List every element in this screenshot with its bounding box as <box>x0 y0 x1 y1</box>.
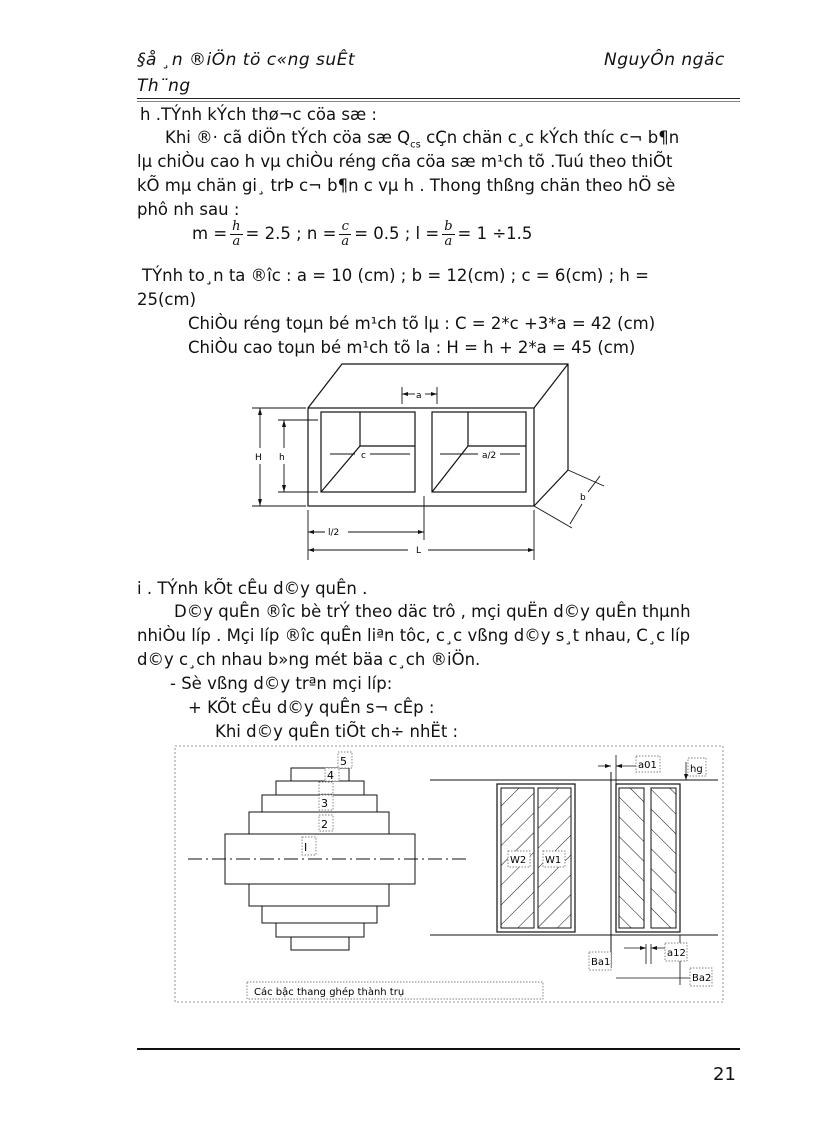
step-label-4: 4 <box>327 769 334 782</box>
section-h-paragraph-line1: Khi ®· cã diÖn tÝch cöa sæ $Q_{cs}$ cÇn chän c¸c kÝch thíc c¬ b¶n <box>165 128 680 151</box>
calc-result-line1: TÝnh to¸n ta ®îc : a = 10 (cm) ; b = 12(cm) ; c = 6(cm) ; h = <box>142 266 649 285</box>
header-rule <box>137 98 740 99</box>
winding-label-w2: W2 <box>510 855 527 866</box>
gap-label-a12: a12 <box>667 948 686 959</box>
footer-rule <box>137 1048 740 1050</box>
page-number: 21 <box>713 1064 736 1085</box>
section-i-paragraph-line1: D©y quÊn ®îc bè trÝ theo däc trô , mçi quËn d©y quÊn thµnh <box>174 602 691 621</box>
step-label-3: 3 <box>321 797 328 810</box>
gap-label-a01: a01 <box>638 760 657 771</box>
formula-ratios: m = $\frac{h}{a}$ = 2.5 ; n = $\frac{c}{a}$ = 0.5 ; l = $\frac{b}{a}$ = 1 ÷1.5 <box>192 219 533 249</box>
section-i-heading: i . TÝnh kÕt cÊu d©y quÊn . <box>137 579 368 598</box>
core-window-figure <box>245 360 615 565</box>
section-h-paragraph-line4: phô nh sau : <box>137 200 240 219</box>
calc-result-line2: 25(cm) <box>137 290 197 309</box>
dim-label-b: b <box>580 493 586 503</box>
bullet-rectangular-wire: Khi d©y quÊn tiÕt ch÷ nhËt : <box>215 722 459 741</box>
step-label-1: I <box>304 841 308 854</box>
total-height-line: ChiÒu cao toµn bé m¹ch tõ la : H = h + 2*a = 45 (cm) <box>188 338 636 357</box>
section-h-paragraph-line2: lµ chiÒu cao h vµ chiÒu réng cña cöa sæ m¹ch tõ .Tuú theo thiÕt <box>137 152 673 171</box>
width-label-ba2: Ba2 <box>692 973 712 984</box>
total-width-line: ChiÒu réng toµn bé m¹ch tõ lµ : C = 2*c +3*a = 42 (cm) <box>188 314 656 333</box>
section-h-paragraph-line3: kÕ mµ chän gi¸ trÞ c¬ b¶n c vµ h . Thong thßng chän theo hÖ sè <box>137 176 676 195</box>
step-label-2: 2 <box>321 818 328 831</box>
dim-label-l-half: l/2 <box>328 528 340 538</box>
width-label-ba1: Ba1 <box>591 957 611 968</box>
header-author: NguyÔn ngäc <box>604 50 725 70</box>
header-document-title-line1: §å ¸n ®iÖn tö c«ng suÊt <box>137 50 356 70</box>
gap-label-hg: hg <box>690 764 703 775</box>
section-i-paragraph-line3: d©y c¸ch nhau b»ng mét bäa c¸ch ®iÖn. <box>137 650 481 669</box>
dim-label-a: a <box>416 391 422 401</box>
dim-label-c: c <box>361 451 366 461</box>
winding-structure-figure <box>170 742 730 1006</box>
section-h-heading: h .TÝnh kÝch thø¬c cöa sæ : <box>140 105 377 124</box>
dim-label-a-half: a/2 <box>482 451 497 461</box>
dim-label-L: L <box>416 546 422 556</box>
bullet-turns-per-layer: - Sè vßng d©y trªn mçi líp: <box>170 674 393 693</box>
step-label-5: 5 <box>340 755 347 768</box>
bullet-primary-winding: + KÕt cÊu d©y quÊn s¬ cÊp : <box>188 698 435 717</box>
header-rule-secondary <box>137 101 740 102</box>
dim-label-H: H <box>255 453 262 463</box>
winding-label-w1: W1 <box>545 855 562 866</box>
dim-label-h: h <box>279 453 285 463</box>
subscript-cs: cs <box>410 139 421 151</box>
figure-caption: Các bậc thang ghép thành trụ <box>254 987 405 998</box>
section-i-paragraph-line2: nhiÒu líp . Mçi líp ®îc quÊn liªn tôc, c¸c vßng d©y s¸t nhau, C¸c líp <box>137 626 691 645</box>
header-document-title-line2: Th¨ng <box>137 76 191 96</box>
